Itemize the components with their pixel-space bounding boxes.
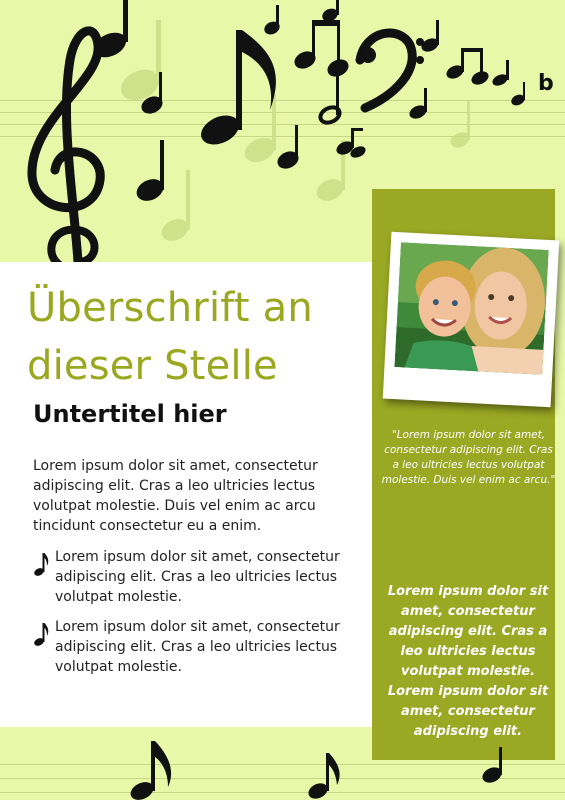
treble-clef-icon bbox=[32, 31, 100, 270]
eighth-note-icon bbox=[33, 621, 49, 647]
bass-clef-icon bbox=[360, 33, 424, 108]
sidebar-text: Lorem ipsum dolor sit amet, consectetur adipiscing elit. Cras a leo ultricies lectus volutpat molestie. Lorem ipsum dolor sit amet, consectetur adipiscing elit. bbox=[387, 584, 549, 739]
subtitle: Untertitel hier bbox=[33, 400, 227, 428]
boy-and-woman-photo bbox=[394, 242, 548, 375]
music-notes-icon bbox=[128, 741, 504, 800]
eighth-note-icon bbox=[33, 551, 49, 577]
bullet-text: Lorem ipsum dolor sit amet, consectetur adipiscing elit. Cras a leo ultricies lectus volutpat molestie. bbox=[55, 549, 340, 605]
svg-text:b: b bbox=[538, 71, 554, 96]
sidebar-quote: "Lorem ipsum dolor sit amet, consectetur adipiscing elit. Cras a leo ultricies lectus volutpat molestie. Duis vel enim ac arcu." bbox=[381, 429, 556, 486]
body-paragraph: Lorem ipsum dolor sit amet, consectetur adipiscing elit. Cras a leo ultricies lectus volutpat molestie. Duis vel enim ac arcu tincidunt consectetur eu a enim. bbox=[33, 458, 318, 534]
headline: Überschrift an dieser Stelle bbox=[27, 285, 313, 389]
photo-frame bbox=[383, 232, 560, 408]
bullet-text: Lorem ipsum dolor sit amet, consectetur adipiscing elit. Cras a leo ultricies lectus volutpat molestie. bbox=[55, 619, 340, 675]
